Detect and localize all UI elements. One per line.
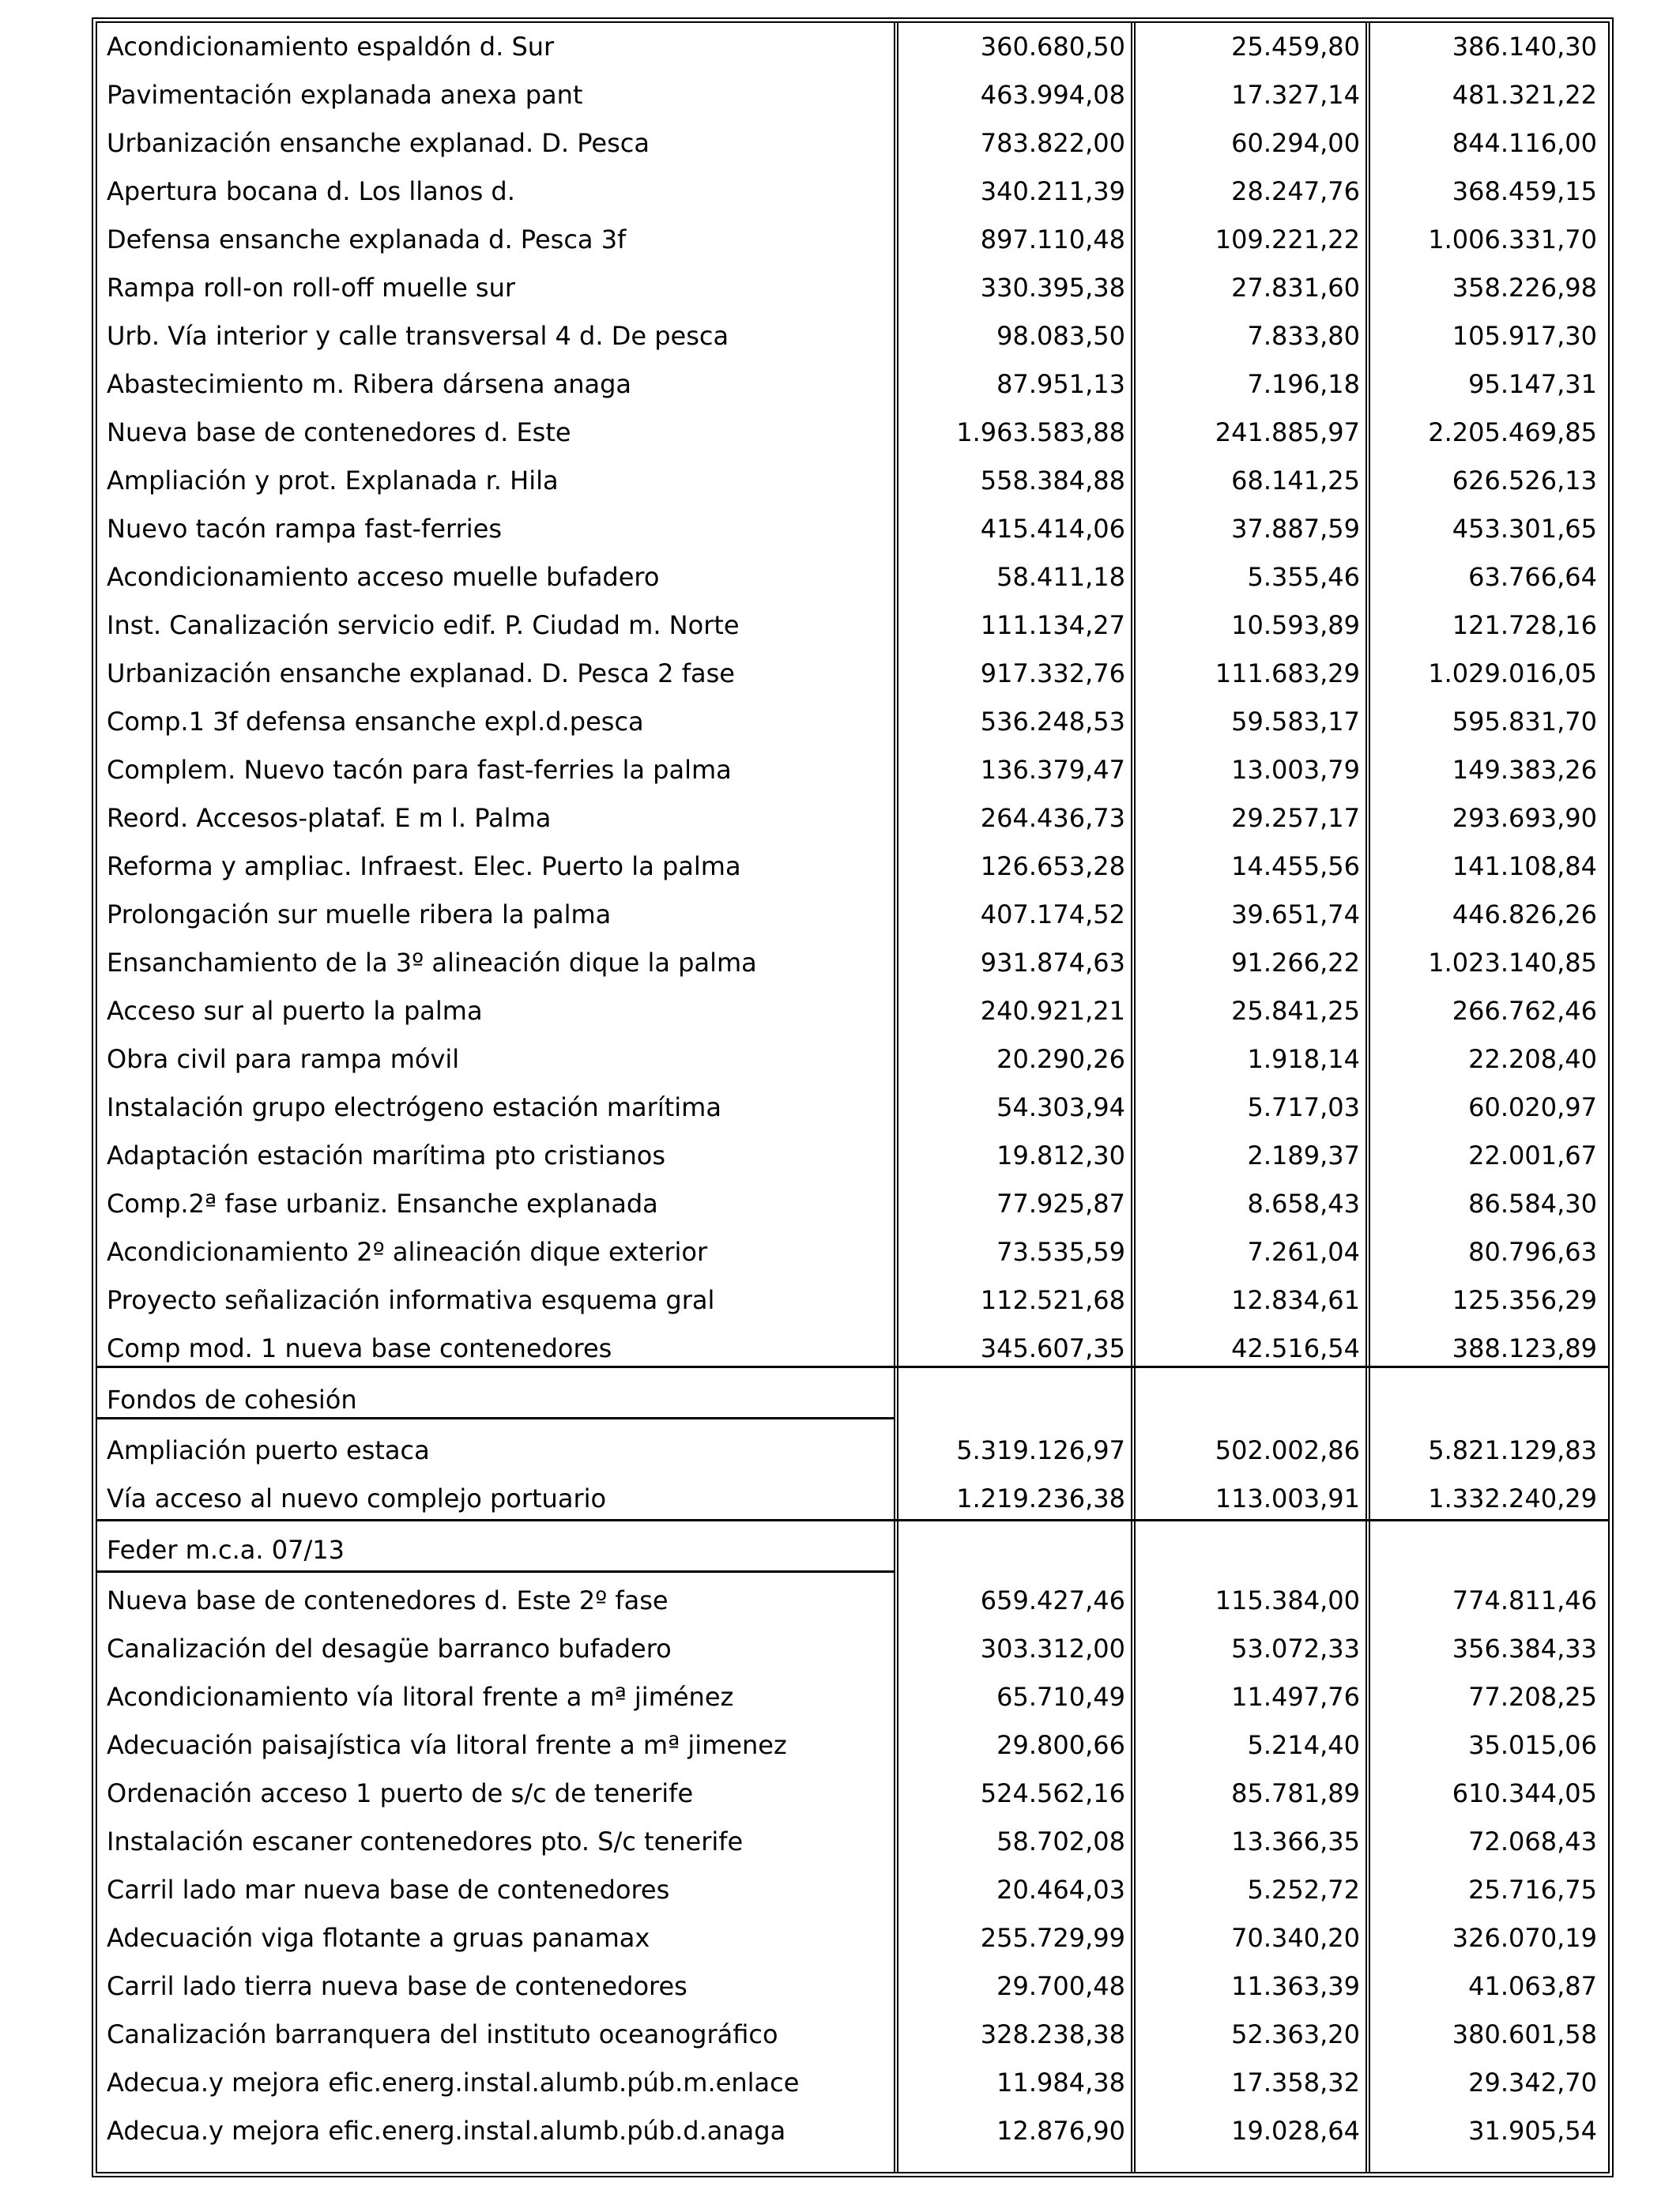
value-col-1: 328.238,38: [980, 2019, 1125, 2049]
table-row: [97, 71, 1608, 119]
value-col-3: 2.205.469,85: [1428, 417, 1597, 447]
row-description: Defensa ensanche explanada d. Pesca 3f: [107, 224, 627, 254]
value-col-2: 27.831,60: [1231, 273, 1360, 303]
value-col-1: 340.211,39: [980, 176, 1125, 206]
value-col-1: 407.174,52: [980, 899, 1125, 929]
value-col-3: 86.584,30: [1468, 1189, 1597, 1219]
table-row: [97, 216, 1608, 264]
value-col-2: 68.141,25: [1231, 466, 1360, 496]
value-col-3: 293.693,90: [1452, 803, 1597, 833]
value-col-2: 111.683,29: [1215, 658, 1360, 688]
value-col-3: 72.068,43: [1468, 1826, 1597, 1857]
value-col-1: 255.729,99: [980, 1923, 1125, 1953]
table-row: [97, 2011, 1608, 2059]
table-row: [97, 1325, 1608, 1373]
table-row: [97, 1721, 1608, 1770]
row-description: Apertura bocana d. Los llanos d.: [107, 176, 515, 206]
empty-cell: [1371, 1373, 1608, 1427]
row-description: Nuevo tacón rampa fast-ferries: [107, 514, 502, 544]
empty-cell: [899, 1373, 1136, 1427]
value-col-3: 386.140,30: [1452, 32, 1597, 62]
value-col-3: 77.208,25: [1468, 1682, 1597, 1712]
section-title: Feder m.c.a. 07/13: [107, 1535, 345, 1565]
value-col-3: 368.459,15: [1452, 176, 1597, 206]
row-description: Ensanchamiento de la 3º alineación dique la palma: [107, 948, 757, 978]
row-description: Ampliación puerto estaca: [107, 1435, 430, 1465]
value-col-2: 109.221,22: [1215, 224, 1360, 254]
value-col-2: 11.363,39: [1231, 1971, 1360, 2001]
value-col-3: 356.384,33: [1452, 1634, 1597, 1664]
table-row: [97, 409, 1608, 457]
row-description: Acceso sur al puerto la palma: [107, 996, 483, 1026]
table-row: [97, 1914, 1608, 1962]
value-col-2: 53.072,33: [1231, 1634, 1360, 1664]
value-col-1: 463.994,08: [980, 80, 1125, 110]
empty-cell: [1371, 1523, 1608, 1577]
value-col-1: 73.535,59: [996, 1237, 1125, 1267]
value-col-3: 95.147,31: [1468, 369, 1597, 399]
section-header-feder: [97, 1523, 1608, 1577]
value-col-1: 415.414,06: [980, 514, 1125, 544]
value-col-1: 330.395,38: [980, 273, 1125, 303]
table-row: [97, 553, 1608, 601]
table-row: [97, 119, 1608, 168]
value-col-1: 98.083,50: [996, 321, 1125, 351]
table-row: [97, 746, 1608, 794]
value-col-2: 5.214,40: [1247, 1730, 1360, 1760]
row-description: Instalación escaner contenedores pto. S/c tenerife: [107, 1826, 744, 1857]
value-col-1: 659.427,46: [980, 1585, 1125, 1615]
table-row: [97, 1276, 1608, 1325]
table-row: [97, 601, 1608, 650]
value-col-3: 1.332.240,29: [1428, 1483, 1597, 1514]
table-row: [97, 457, 1608, 505]
empty-cell: [1136, 1373, 1371, 1427]
value-col-3: 358.226,98: [1452, 273, 1597, 303]
value-col-2: 91.266,22: [1231, 948, 1360, 978]
row-description: Adecua.y mejora efic.energ.instal.alumb.púb.d.anaga: [107, 2116, 786, 2146]
table-row: [97, 939, 1608, 987]
row-description: Canalización del desagüe barranco bufadero: [107, 1634, 672, 1664]
table-row: [97, 1475, 1608, 1523]
value-col-3: 35.015,06: [1468, 1730, 1597, 1760]
value-col-3: 105.917,30: [1452, 321, 1597, 351]
value-col-3: 1.006.331,70: [1428, 224, 1597, 254]
row-description: Urbanización ensanche explanad. D. Pesca 2 fase: [107, 658, 735, 688]
value-col-3: 1.029.016,05: [1428, 658, 1597, 688]
value-col-2: 5.252,72: [1247, 1875, 1360, 1905]
value-col-1: 360.680,50: [980, 32, 1125, 62]
value-col-2: 60.294,00: [1231, 128, 1360, 158]
value-col-1: 264.436,73: [980, 803, 1125, 833]
table-row: [97, 1132, 1608, 1180]
row-description: Inst. Canalización servicio edif. P. Ciudad m. Norte: [107, 610, 740, 640]
row-description: Acondicionamiento vía litoral frente a mª jiménez: [107, 1682, 734, 1712]
row-description: Adecuación paisajística vía litoral frente a mª jimenez: [107, 1730, 787, 1760]
value-col-3: 1.023.140,85: [1428, 948, 1597, 978]
value-col-3: 774.811,46: [1452, 1585, 1597, 1615]
value-col-1: 126.653,28: [980, 851, 1125, 881]
table-row: [97, 1770, 1608, 1818]
table-row: [97, 891, 1608, 939]
value-col-2: 10.593,89: [1231, 610, 1360, 640]
value-col-2: 13.366,35: [1231, 1826, 1360, 1857]
value-col-3: 326.070,19: [1452, 1923, 1597, 1953]
row-description: Nueva base de contenedores d. Este 2º fase: [107, 1585, 669, 1615]
empty-cell: [899, 1523, 1136, 1577]
value-col-1: 29.800,66: [996, 1730, 1125, 1760]
row-description: Ordenación acceso 1 puerto de s/c de tenerife: [107, 1778, 694, 1808]
value-col-1: 11.984,38: [996, 2068, 1125, 2098]
table-row: [97, 1228, 1608, 1276]
works-table: [97, 23, 1608, 2155]
table-row: [97, 505, 1608, 553]
value-col-2: 29.257,17: [1231, 803, 1360, 833]
value-col-2: 8.658,43: [1247, 1189, 1360, 1219]
value-col-1: 20.290,26: [996, 1044, 1125, 1074]
value-col-2: 2.189,37: [1247, 1140, 1360, 1171]
value-col-3: 446.826,26: [1452, 899, 1597, 929]
section-header-cohesion: [97, 1373, 1608, 1427]
value-col-3: 31.905,54: [1468, 2116, 1597, 2146]
row-description: Abastecimiento m. Ribera dársena anaga: [107, 369, 632, 399]
value-col-2: 28.247,76: [1231, 176, 1360, 206]
value-col-1: 65.710,49: [996, 1682, 1125, 1712]
row-description: Canalización barranquera del instituto oceanográfico: [107, 2019, 778, 2049]
value-col-2: 42.516,54: [1231, 1333, 1360, 1363]
value-col-1: 77.925,87: [996, 1189, 1125, 1219]
value-col-1: 54.303,94: [996, 1092, 1125, 1122]
row-description: Reforma y ampliac. Infraest. Elec. Puerto la palma: [107, 851, 741, 881]
row-description: Comp.1 3f defensa ensanche expl.d.pesca: [107, 707, 644, 737]
value-col-1: 524.562,16: [980, 1778, 1125, 1808]
value-col-2: 7.833,80: [1247, 321, 1360, 351]
value-col-3: 25.716,75: [1468, 1875, 1597, 1905]
value-col-3: 41.063,87: [1468, 1971, 1597, 2001]
table-row: [97, 1035, 1608, 1084]
value-col-2: 25.841,25: [1231, 996, 1360, 1026]
row-description: Carril lado tierra nueva base de contenedores: [107, 1971, 687, 2001]
value-col-3: 481.321,22: [1452, 80, 1597, 110]
row-description: Acondicionamiento espaldón d. Sur: [107, 32, 555, 62]
value-col-1: 1.963.583,88: [956, 417, 1125, 447]
row-description: Rampa roll-on roll-off muelle sur: [107, 273, 516, 303]
value-col-3: 266.762,46: [1452, 996, 1597, 1026]
value-col-1: 20.464,03: [996, 1875, 1125, 1905]
row-description: Acondicionamiento 2º alineación dique exterior: [107, 1237, 708, 1267]
row-description: Obra civil para rampa móvil: [107, 1044, 460, 1074]
row-description: Prolongación sur muelle ribera la palma: [107, 899, 612, 929]
value-col-1: 1.219.236,38: [956, 1483, 1125, 1514]
section-title: Fondos de cohesión: [107, 1385, 357, 1415]
table-row: [97, 1625, 1608, 1673]
row-description: Reord. Accesos-plataf. E m l. Palma: [107, 803, 552, 833]
value-col-1: 58.411,18: [996, 562, 1125, 592]
value-col-2: 19.028,64: [1231, 2116, 1360, 2146]
row-description: Urb. Vía interior y calle transversal 4 d. De pesca: [107, 321, 729, 351]
row-description: Proyecto señalización informativa esquema gral: [107, 1285, 715, 1315]
row-description: Nueva base de contenedores d. Este: [107, 417, 571, 447]
document-sheet: [92, 17, 1614, 2177]
value-col-1: 536.248,53: [980, 707, 1125, 737]
value-col-1: 303.312,00: [980, 1634, 1125, 1664]
table-row: [97, 1866, 1608, 1914]
table-row: [97, 1577, 1608, 1625]
value-col-2: 25.459,80: [1231, 32, 1360, 62]
value-col-2: 12.834,61: [1231, 1285, 1360, 1315]
row-description: Urbanización ensanche explanad. D. Pesca: [107, 128, 650, 158]
value-col-1: 931.874,63: [980, 948, 1125, 978]
row-description: Adecuación viga flotante a gruas panamax: [107, 1923, 650, 1953]
value-col-2: 37.887,59: [1231, 514, 1360, 544]
value-col-2: 7.196,18: [1247, 369, 1360, 399]
table-row: [97, 843, 1608, 891]
value-col-3: 388.123,89: [1452, 1333, 1597, 1363]
row-description: Acondicionamiento acceso muelle bufadero: [107, 562, 660, 592]
value-col-3: 453.301,65: [1452, 514, 1597, 544]
value-col-3: 380.601,58: [1452, 2019, 1597, 2049]
value-col-2: 14.455,56: [1231, 851, 1360, 881]
value-col-2: 7.261,04: [1247, 1237, 1360, 1267]
row-description: Complem. Nuevo tacón para fast-ferries la palma: [107, 755, 732, 785]
value-col-2: 1.918,14: [1247, 1044, 1360, 1074]
value-col-3: 844.116,00: [1452, 128, 1597, 158]
value-col-2: 115.384,00: [1215, 1585, 1360, 1615]
value-col-2: 113.003,91: [1215, 1483, 1360, 1514]
table-row: [97, 650, 1608, 698]
value-col-1: 111.134,27: [980, 610, 1125, 640]
table-row: [97, 1180, 1608, 1228]
value-col-3: 626.526,13: [1452, 466, 1597, 496]
row-description: Vía acceso al nuevo complejo portuario: [107, 1483, 607, 1514]
empty-cell: [1136, 1523, 1371, 1577]
value-col-2: 59.583,17: [1231, 707, 1360, 737]
row-description: Comp.2ª fase urbaniz. Ensanche explanada: [107, 1189, 658, 1219]
value-col-3: 149.383,26: [1452, 755, 1597, 785]
value-col-3: 63.766,64: [1468, 562, 1597, 592]
value-col-3: 141.108,84: [1452, 851, 1597, 881]
table-row: [97, 794, 1608, 843]
value-col-2: 85.781,89: [1231, 1778, 1360, 1808]
value-col-2: 39.651,74: [1231, 899, 1360, 929]
value-col-3: 125.356,29: [1452, 1285, 1597, 1315]
value-col-2: 241.885,97: [1215, 417, 1360, 447]
value-col-2: 13.003,79: [1231, 755, 1360, 785]
value-col-1: 12.876,90: [996, 2116, 1125, 2146]
row-description: Comp mod. 1 nueva base contenedores: [107, 1333, 612, 1363]
table-row: [97, 1818, 1608, 1866]
value-col-1: 5.319.126,97: [956, 1435, 1125, 1465]
value-col-1: 58.702,08: [996, 1826, 1125, 1857]
value-col-1: 19.812,30: [996, 1140, 1125, 1171]
row-description: Carril lado mar nueva base de contenedores: [107, 1875, 670, 1905]
value-col-1: 558.384,88: [980, 466, 1125, 496]
value-col-1: 240.921,21: [980, 996, 1125, 1026]
value-col-1: 917.332,76: [980, 658, 1125, 688]
value-col-2: 17.327,14: [1231, 80, 1360, 110]
value-col-1: 897.110,48: [980, 224, 1125, 254]
value-col-2: 11.497,76: [1231, 1682, 1360, 1712]
table-row: [97, 1084, 1608, 1132]
value-col-3: 29.342,70: [1468, 2068, 1597, 2098]
value-col-1: 345.607,35: [980, 1333, 1125, 1363]
row-description: Instalación grupo electrógeno estación marítima: [107, 1092, 721, 1122]
row-description: Adecua.y mejora efic.energ.instal.alumb.púb.m.enlace: [107, 2068, 800, 2098]
table-row: [97, 698, 1608, 746]
value-col-2: 52.363,20: [1231, 2019, 1360, 2049]
value-col-3: 5.821.129,83: [1428, 1435, 1597, 1465]
value-col-3: 22.001,67: [1468, 1140, 1597, 1171]
value-col-2: 502.002,86: [1215, 1435, 1360, 1465]
row-description: Adaptación estación marítima pto cristianos: [107, 1140, 665, 1171]
value-col-3: 80.796,63: [1468, 1237, 1597, 1267]
value-col-3: 121.728,16: [1452, 610, 1597, 640]
table-row: [97, 360, 1608, 409]
value-col-1: 29.700,48: [996, 1971, 1125, 2001]
value-col-1: 112.521,68: [980, 1285, 1125, 1315]
table-row: [97, 2107, 1608, 2155]
table-row: [97, 1427, 1608, 1475]
value-col-2: 17.358,32: [1231, 2068, 1360, 2098]
value-col-2: 70.340,20: [1231, 1923, 1360, 1953]
value-col-3: 610.344,05: [1452, 1778, 1597, 1808]
value-col-3: 60.020,97: [1468, 1092, 1597, 1122]
value-col-3: 22.208,40: [1468, 1044, 1597, 1074]
value-col-1: 136.379,47: [980, 755, 1125, 785]
table-row: [97, 1673, 1608, 1721]
row-description: Ampliación y prot. Explanada r. Hila: [107, 466, 559, 496]
table-row: [97, 312, 1608, 360]
table-row: [97, 987, 1608, 1035]
table-row: [97, 2059, 1608, 2107]
table-row: [97, 168, 1608, 216]
table-row: [97, 23, 1608, 71]
value-col-1: 87.951,13: [996, 369, 1125, 399]
value-col-2: 5.717,03: [1247, 1092, 1360, 1122]
value-col-2: 5.355,46: [1247, 562, 1360, 592]
value-col-3: 595.831,70: [1452, 707, 1597, 737]
value-col-1: 783.822,00: [980, 128, 1125, 158]
row-description: Pavimentación explanada anexa pant: [107, 80, 583, 110]
table-row: [97, 264, 1608, 312]
table-row: [97, 1962, 1608, 2011]
